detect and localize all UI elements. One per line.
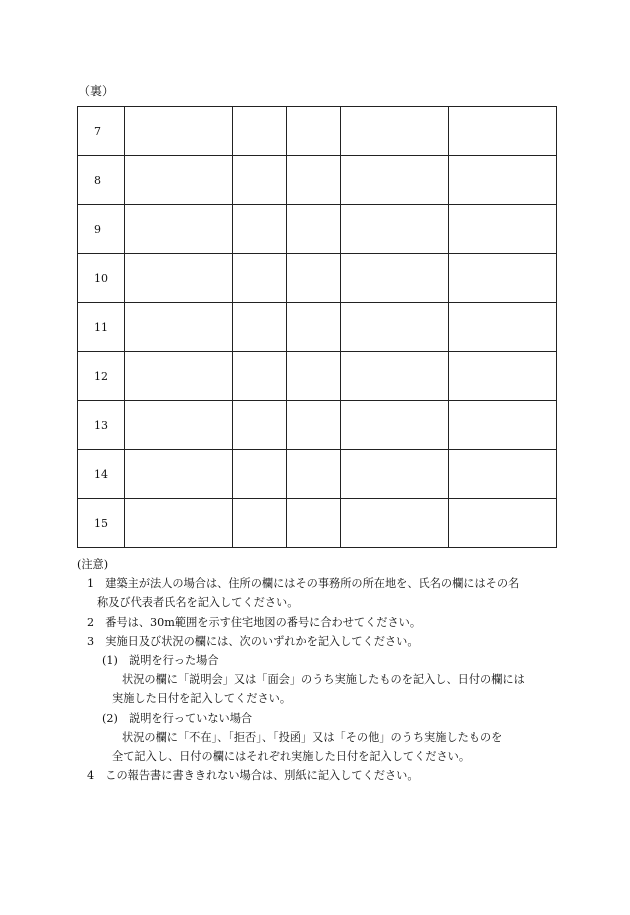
table-row [78,401,557,450]
table-cell[interactable] [341,401,449,450]
note-line: (1) 説明を行った場合 [102,654,219,668]
table-cell[interactable] [341,254,449,303]
note-line: 状況の欄に「不在」、「拒否」、「投函」又は「その他」のうち実施したものを [122,730,503,744]
table-cell[interactable] [287,401,341,450]
table-cell[interactable] [233,156,287,205]
row-number: 9 [78,205,125,254]
table-cell[interactable] [125,303,233,352]
table-cell[interactable] [449,254,557,303]
table-cell[interactable] [341,107,449,156]
note-line: 2 番号は、30m範囲を示す住宅地図の番号に合わせてください。 [87,615,422,629]
table-cell[interactable] [125,156,233,205]
table-cell[interactable] [449,303,557,352]
table-cell[interactable] [341,499,449,548]
row-number: 7 [78,107,125,156]
note-line: 1 建築主が法人の場合は、住所の欄にはその事務所の所在地を、氏名の欄にはその名 [87,577,520,591]
table-cell[interactable] [125,205,233,254]
table-cell[interactable] [233,303,287,352]
table-cell[interactable] [125,254,233,303]
note-line: 3 実施日及び状況の欄には、次のいずれかを記入してください。 [87,634,419,648]
table-row [78,499,557,548]
table-cell[interactable] [125,450,233,499]
table-cell[interactable] [287,499,341,548]
table-cell[interactable] [233,107,287,156]
table-row [78,254,557,303]
table-cell[interactable] [287,107,341,156]
table-cell[interactable] [287,254,341,303]
table-cell[interactable] [449,205,557,254]
table-row [78,156,557,205]
table-cell[interactable] [287,205,341,254]
table-cell[interactable] [341,450,449,499]
table-cell[interactable] [449,401,557,450]
notes-section [77,555,567,785]
note-line: 状況の欄に「説明会」又は「面会」のうち実施したものを記入し、日付の欄には [122,673,525,687]
table-cell[interactable] [233,499,287,548]
table-cell[interactable] [125,107,233,156]
note-line: 4 この報告書に書ききれない場合は、別紙に記入してください。 [87,769,419,783]
table-cell[interactable] [341,352,449,401]
table-cell[interactable] [233,352,287,401]
table-cell[interactable] [233,450,287,499]
table-cell[interactable] [449,450,557,499]
table-cell[interactable] [125,401,233,450]
row-number: 12 [78,352,125,401]
table-row [78,352,557,401]
table-cell[interactable] [287,156,341,205]
note-line: (2) 説明を行っていない場合 [102,711,253,725]
row-number: 11 [78,303,125,352]
notes-title: (注意) [77,558,109,571]
table-row [78,450,557,499]
table-cell[interactable] [287,303,341,352]
table-row [78,205,557,254]
table-cell[interactable] [449,156,557,205]
table-cell[interactable] [341,303,449,352]
table-cell[interactable] [341,156,449,205]
table-row [78,107,557,156]
table-cell[interactable] [287,352,341,401]
table-cell[interactable] [233,254,287,303]
table-cell[interactable] [287,450,341,499]
table-cell[interactable] [449,107,557,156]
table-cell[interactable] [125,352,233,401]
note-line: 称及び代表者氏名を記入してください。 [97,596,299,610]
row-number: 14 [78,450,125,499]
table-cell[interactable] [341,205,449,254]
table-cell[interactable] [233,401,287,450]
row-number: 10 [78,254,125,303]
table-cell[interactable] [449,352,557,401]
table-cell[interactable] [233,205,287,254]
row-number: 8 [78,156,125,205]
row-number: 15 [78,499,125,548]
note-line: 実施した日付を記入してください。 [112,692,292,706]
table-cell[interactable] [125,499,233,548]
side-label: （裏） [78,84,115,98]
row-number: 13 [78,401,125,450]
table-row [78,303,557,352]
table-cell[interactable] [449,499,557,548]
report-table [77,106,557,548]
note-line: 全て記入し、日付の欄にはそれぞれ実施した日付を記入してください。 [112,750,471,764]
